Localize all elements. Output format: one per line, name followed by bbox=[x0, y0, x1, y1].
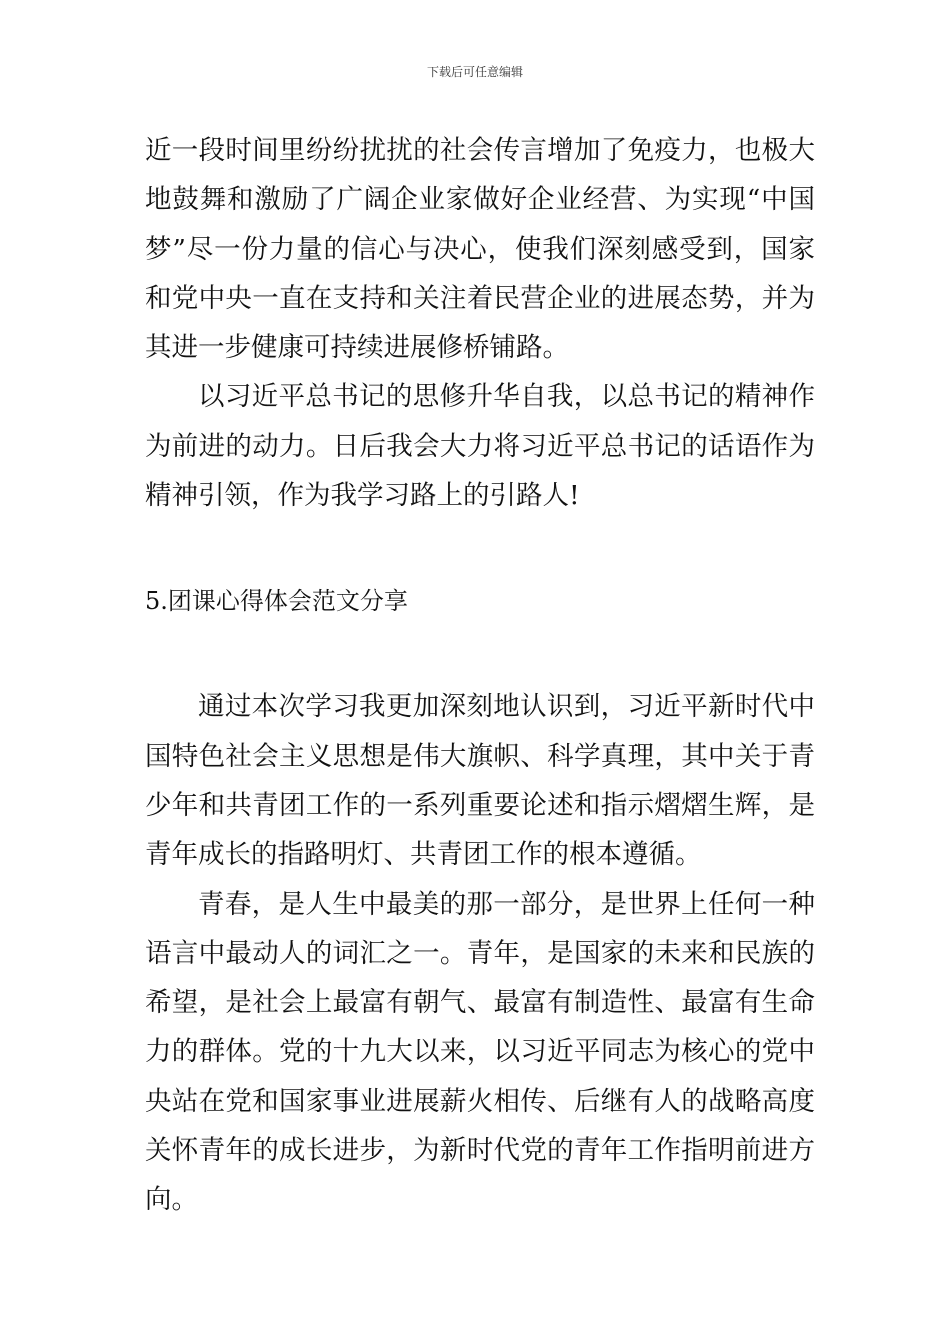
page-header: 下载后可任意编辑 bbox=[426, 65, 523, 79]
section-paragraph-1: 通过本次学习我更加深刻地认识到，习近平新时代中国特色社会主义思想是伟大旗帜、科学真理，其中关于青少年和共青团工作的一系列重要论述和指示熠熠生辉，是青年成长的指路明灯、共青团工作的根本遵循。 bbox=[145, 691, 815, 871]
section-heading: 5.团课心得体会范文分享 bbox=[145, 587, 408, 616]
paragraph-continuation: 近一段时间里纷纷扰扰的社会传言增加了免疫力，也极大地鼓舞和激励了广阔企业家做好企业经营、为实现“中国梦”尽一份力量的信心与决心，使我们深刻感受到，国家和党中央一直在支持和关注着民营企业的进展态势，并为其进一步健康可持续进展修桥铺路。 bbox=[145, 135, 815, 364]
paragraph-closing: 以习近平总书记的思修升华自我，以总书记的精神作为前进的动力。日后我会大力将习近平总书记的话语作为精神引领，作为我学习路上的引路人! bbox=[145, 381, 815, 512]
document-body bbox=[145, 126, 815, 1225]
section-paragraph-2: 青春，是人生中最美的那一部分，是世界上任何一种语言中最动人的词汇之一。青年，是国家的未来和民族的希望，是社会上最富有朝气、最富有制造性、最富有生命力的群体。党的十九大以来，以习近平同志为核心的党中央站在党和国家事业进展薪火相传、后继有人的战略高度关怀青年的成长进步，为新时代党的青年工作指明前进方向。 bbox=[145, 888, 815, 1216]
